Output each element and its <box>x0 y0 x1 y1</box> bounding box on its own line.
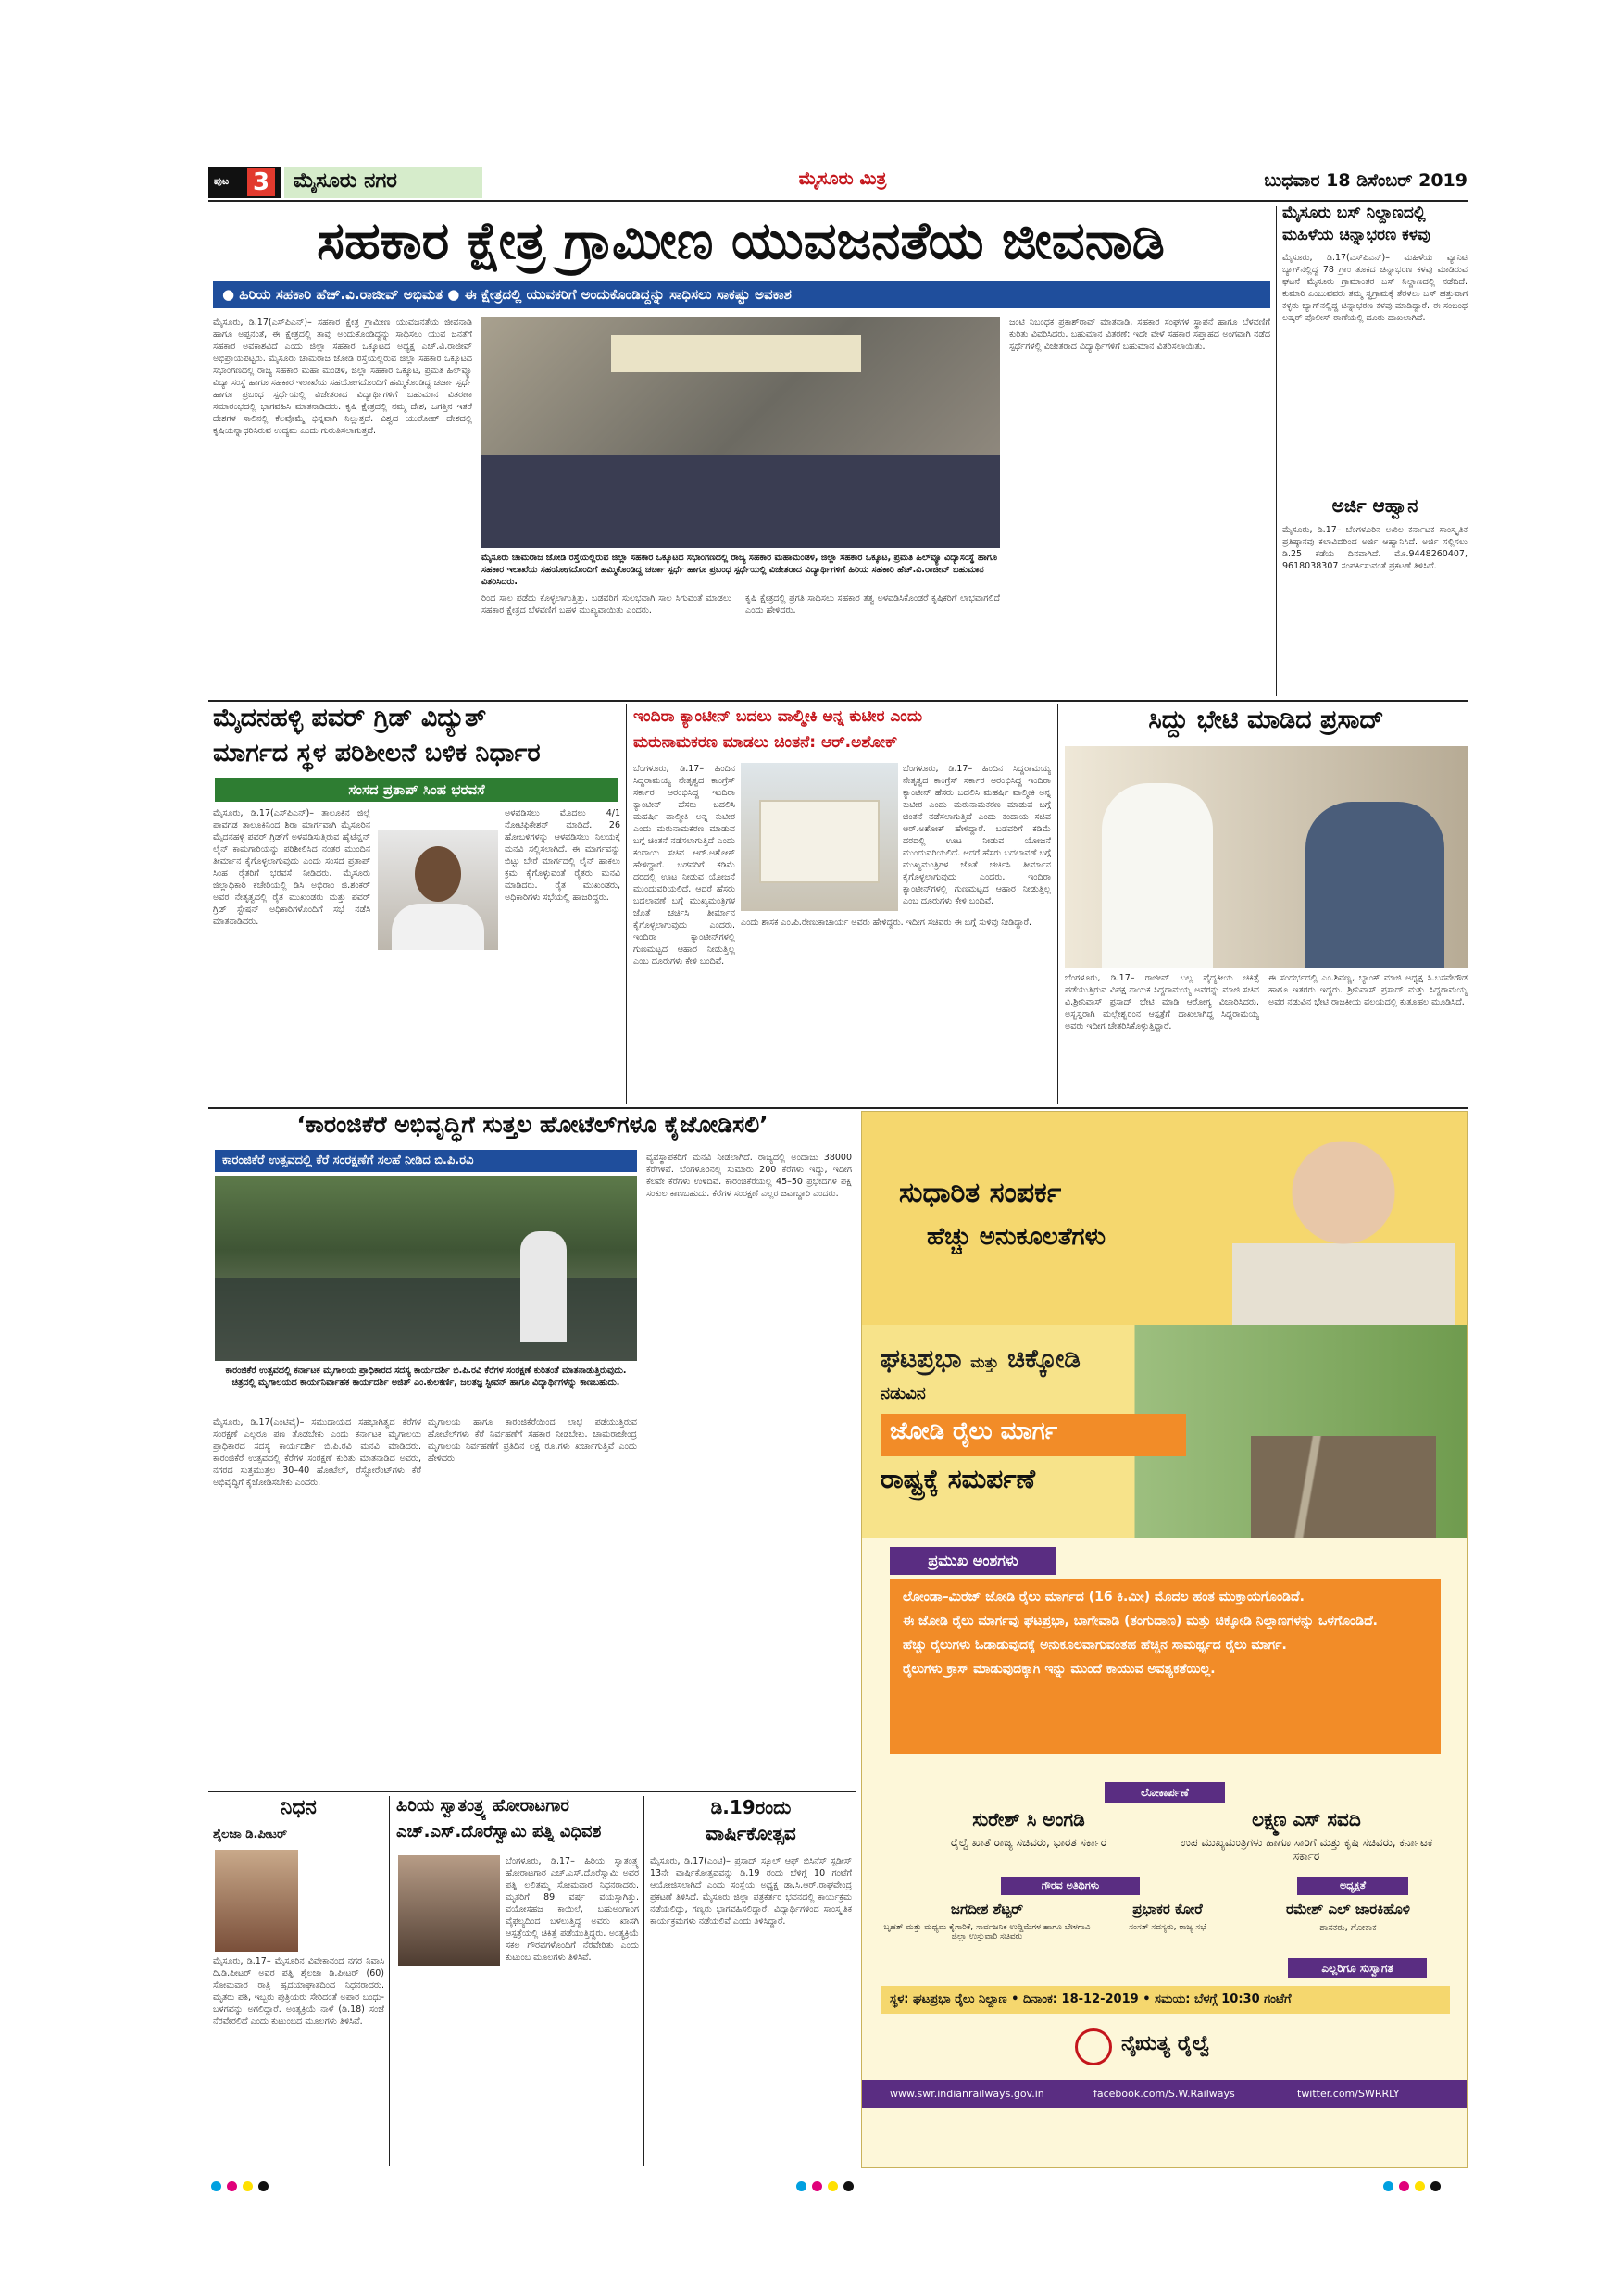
section-name: ಮೈಸೂರು ನಗರ <box>284 167 482 198</box>
yellow-dot-icon <box>828 2181 838 2191</box>
speaker <box>520 1231 567 1342</box>
canteen-body: ಬೆಂಗಳೂರು, ಡಿ.17– ಹಿಂದಿನ ಸಿದ್ದರಾಮಯ್ಯ ನೇತೃತ್ವದ ಕಾಂಗ್ರೆಸ್ ಸರ್ಕಾರ ಆರಂಭಿಸಿದ್ದ ಇಂದಿರಾ ಕ್ಯಾಂಟೀನ್ ಹೆಸರು ಬದಲಿಸಿ ಮಹರ್ಷಿ ವಾಲ್ಮೀಕಿ ಅನ್ನ ಕುಟೀರ ಎಂದು ಮರುನಾಮಕರಣ ಮಾಡುವ ಬಗ್ಗೆ ಚಿಂತನೆ ನಡೆಸಲಾಗುತ್ತಿದೆ ಎಂದು ಕಂದಾಯ ಸಚಿವ ಆರ್.ಅಶೋಕ್ ಹೇಳಿದ್ದಾರೆ. ಬಡವರಿಗೆ ಕಡಿಮೆ ದರದಲ್ಲಿ ಊಟ ನೀಡುವ ಯೋಜನೆ ಮುಂದುವರಿಯಲಿದೆ. ಆದರೆ ಹೆಸರು ಬದಲಾವಣೆ ಬಗ್ಗೆ ಮುಖ್ಯಮಂತ್ರಿಗಳ ಜೊತೆ ಚರ್ಚಿಸಿ ತೀರ್ಮಾನ ಕೈಗೊಳ್ಳಲಾಗುವುದು ಎಂದರು. ಇಂದಿರಾ ಕ್ಯಾಂಟೀನ್‌ಗಳಲ್ಲಿ ಗುಣಮಟ್ಟದ ಆಹಾರ ನೀಡುತ್ತಿಲ್ಲ ಎಂಬ ದೂರುಗಳು ಕೇಳಿ ಬಂದಿವೆ. <box>633 764 735 967</box>
ad-facebook[interactable]: facebook.com/S.W.Railways <box>1093 2088 1235 2100</box>
annual-body: ಮೈಸೂರು, ಡಿ.17(ಎಂಟಿ)– ಪ್ರಸಾದ್ ಸ್ಕೂಲ್ ಆಫ್ ಬಿಸಿನೆಸ್ ಸ್ಟಡೀಸ್ 13ನೇ ವಾರ್ಷಿಕೋತ್ಸವವನ್ನು ಡಿ.19 ರಂದು ಬೆಳಿಗ್ಗೆ 10 ಗಂಟೆಗೆ ಆಯೋಜಿಸಲಾಗಿದೆ ಎಂದು ಸಂಸ್ಥೆಯ ಅಧ್ಯಕ್ಷ ಡಾ.ಸಿ.ಆರ್.ರಾಘವೇಂದ್ರ ಪ್ರಕಟಣೆ ತಿಳಿಸಿದೆ. ಮೈಸೂರು ಜಿಲ್ಲಾ ಪತ್ರಕರ್ತರ ಭವನದಲ್ಲಿ ಕಾರ್ಯಕ್ರಮ ನಡೆಯಲಿದ್ದು, ಗಣ್ಯರು ಭಾಗವಹಿಸಲಿದ್ದಾರೆ. ವಿದ್ಯಾರ್ಥಿಗಳಿಂದ ಸಾಂಸ್ಕೃತಿಕ ಕಾರ್ಯಕ್ರಮಗಳು ನಡೆಯಲಿವೆ ಎಂದು ತಿಳಿಸಿದ್ದಾರೆ. <box>650 1856 852 1927</box>
ad-highlights-box <box>890 1578 1441 1754</box>
karanji-kicker: ಕಾರಂಜಿಕೆರೆ ಉತ್ಸವದಲ್ಲಿ ಕೆರೆ ಸಂರಕ್ಷಣೆಗೆ ಸಲಹೆ ನೀಡಿದ ಬಿ.ಪಿ.ರವಿ <box>215 1150 637 1172</box>
canteen-body-continued: ಎಂದು ಶಾಸಕ ಎಂ.ಪಿ.ರೇಣುಕಾಚಾರ್ಯ ಅವರು ಹೇಳಿದ್ದರು. ಇದೀಗ ಸಚಿವರು ಈ ಬಗ್ಗೆ ಸುಳಿವು ನೀಡಿದ್ದಾರೆ. <box>741 917 1032 928</box>
lead-column-2: ರಿಂದ ಸಾಲ ಪಡೆದು ಕೊಳ್ಳಲಾಗುತ್ತಿತ್ತು. ಬಡವರಿಗೆ ಸುಲಭವಾಗಿ ಸಾಲ ಸಿಗುವಂತೆ ಮಾಡಲು ಸಹಕಾರ ಕ್ಷೇತ್ರದ ಬೆಳವಣಿಗೆ ಬಹಳ ಮುಖ್ಯವಾಯಿತು ಎಂದರು. <box>481 593 731 616</box>
ad-dignitary-1-name: ಸುರೇಶ್ ಸಿ ಅಂಗಡಿ <box>972 1808 1085 1830</box>
lead-banner: ● ಹಿರಿಯ ಸಹಕಾರಿ ಹೆಚ್.ವಿ.ರಾಜೀವ್ ಅಭಿಮತ ● ಈ ಕ್ಷೇತ್ರದಲ್ಲಿ ಯುವಕರಿಗೆ ಅಂದುಕೊಂಡಿದ್ದನ್ನು ಸಾಧಿಸಲು ಸಾಕಷ್ಟು ಅವಕಾಶ <box>213 281 1270 308</box>
obit-title: ನಿಧನ <box>281 1796 317 1819</box>
annual-rule <box>643 1796 644 2166</box>
yellow-dot-icon <box>1415 2181 1425 2191</box>
ad-route-to: ಚಿಕ್ಕೋಡಿ <box>1007 1343 1081 1374</box>
magenta-dot-icon <box>1399 2181 1409 2191</box>
freedom-headline-1: ಹಿರಿಯ ಸ್ವಾತಂತ್ರ್ಯ ಹೋರಾಟಗಾರ <box>396 1796 569 1816</box>
siddu-column-1: ಬೆಂಗಳೂರು, ಡಿ.17– ರಾಜೀವ್ ಬಲ್ಲ ವೈದ್ಯಕೀಯ ಚಿಕಿತ್ಸೆ ಪಡೆಯುತ್ತಿರುವ ವಿಪಕ್ಷ ನಾಯಕ ಸಿದ್ದರಾಮಯ್ಯ ಅವರನ್ನು ಮಾಜಿ ಸಚಿವ ವಿ.ಶ್ರೀನಿವಾಸ್ ಪ್ರಸಾದ್ ಭೇಟಿ ಮಾಡಿ ಆರೋಗ್ಯ ವಿಚಾರಿಸಿದರು. ಅಸ್ವಸ್ಥರಾಗಿ ಮಲ್ಲೇಶ್ವರಂನ ಆಸ್ಪತ್ರೆಗೆ ದಾಖಲಾಗಿದ್ದ ಸಿದ್ದರಾಮಯ್ಯ ಅವರು ಇದೀಗ ಚೇತರಿಸಿಕೊಳ್ಳುತ್ತಿದ್ದಾರೆ. <box>1065 973 1259 1031</box>
lead-column-3: ಕೃಷಿ ಕ್ಷೇತ್ರದಲ್ಲಿ ಪ್ರಗತಿ ಸಾಧಿಸಲು ಸಹಕಾರ ತತ್ವ ಅಳವಡಿಸಿಕೊಂಡರೆ ಕೃಷಿಕರಿಗೆ ಲಾಭವಾಗಲಿದೆ ಎಂದು ಹೇಳಿದರು. <box>745 593 1000 616</box>
ad-headline-box <box>862 1325 1468 1538</box>
figure-right <box>1305 802 1444 968</box>
ad-chair-title: ಶಾಸಕರು, ಗೋಕಾಕ <box>1319 1923 1377 1933</box>
photo-table <box>481 455 1000 548</box>
ad-guest-2-name: ಪ್ರಭಾಕರ ಕೋರೆ <box>1132 1901 1203 1917</box>
annual-headline-1: ಡಿ.19ರಂದು <box>710 1796 792 1818</box>
siddu-photo <box>1065 746 1468 968</box>
photo-banner <box>611 335 861 372</box>
ad-highlight-item: ರೈಲುಗಳು ಕ್ರಾಸ್ ಮಾಡುವುದಕ್ಕಾಗಿ ಇನ್ನು ಮುಂದೆ ಕಾಯುವ ಅವಶ್ಯಕತೆಯಿಲ್ಲ. <box>903 1662 1216 1677</box>
portrait-shirt <box>392 904 484 950</box>
lead-column-1: ಮೈಸೂರು, ಡಿ.17(ಎಸ್‌ಪಿಎನ್)– ಸಹಕಾರ ಕ್ಷೇತ್ರ ಗ್ರಾಮೀಣ ಯುವಜನತೆಯ ಜೀವನಾಡಿ ಹಾಗೂ ಅಪ್ಪನಂತೆ, ಈ ಕ್ಷೇತ್ರದಲ್ಲಿ ತಾವು ಅಂದುಕೊಂಡಿದ್ದನ್ನು ಸಾಧಿಸಲು ಯುವ ಜನತೆಗೆ ಸಹಕಾರ ಅವಕಾಶವಿದೆ ಎಂದು ಜಿಲ್ಲಾ ಸಹಕಾರ ಒಕ್ಕೂಟದ ಅಧ್ಯಕ್ಷ ಎಚ್.ವಿ.ರಾಜೀವ್ ಅಭಿಪ್ರಾಯಪಟ್ಟರು. ಮೈಸೂರು ಚಾಮರಾಜ ಜೋಡಿ ರಸ್ತೆಯಲ್ಲಿರುವ ಜಿಲ್ಲಾ ಸಹಕಾರ ಒಕ್ಕೂಟದ ಸಭಾಂಗಣದಲ್ಲಿ ರಾಜ್ಯ ಸಹಕಾರ ಮಹಾ ಮಂಡಳ, ಜಿಲ್ಲಾ ಸಹಕಾರ ಒಕ್ಕೂಟ, ಪ್ರಮತಿ ಹಿಲ್‌ವ್ಯೂ ವಿದ್ಯಾ ಸಂಸ್ಥೆ ಹಾಗೂ ಸಹಕಾರ ಇಲಾಖೆಯ ಸಹಯೋಗದೊಂದಿಗೆ ಹಮ್ಮಿಕೊಂಡಿದ್ದ ಚರ್ಚಾ ಸ್ಪರ್ಧೆ ಹಾಗೂ ಪ್ರಬಂಧ ಸ್ಪರ್ಧೆಯಲ್ಲಿ ವಿಜೇತರಾದ ವಿದ್ಯಾರ್ಥಿಗಳಿಗೆ ಬಹುಮಾನ ವಿತರಣಾ ಸಮಾರಂಭದಲ್ಲಿ ಭಾಗವಹಿಸಿ ಮಾತನಾಡಿದರು. ಕೃಷಿ ಕ್ಷೇತ್ರದಲ್ಲಿ ನಮ್ಮ ದೇಶ, ಜಗತ್ತಿನ ಇತರೆ ದೇಶಗಳ ಸಾಲಿನಲ್ಲಿ ಕೆಲವೊಮ್ಮೆ ಭಿನ್ನವಾಗಿ ನಿಲ್ಲುತ್ತದೆ. ವಿಶ್ವದ ಯುರೋಪ್ ದೇಶದಲ್ಲಿ ಕೃಷಿಯನ್ನಾಧರಿಸಿರುವ ಉದ್ಯಮ ಎಂದು ಗುರುತಿಸಲಾಗುತ್ತದೆ. <box>213 318 472 436</box>
ad-guest-1-name: ಜಗದೀಶ ಶೆಟ್ಟರ್ <box>950 1901 1024 1917</box>
ad-double-line: ಜೋಡಿ ರೈಲು ಮಾರ್ಗ <box>881 1414 1186 1456</box>
ad-footer <box>862 2080 1468 2108</box>
obit-body: ಮೈಸೂರು, ಡಿ.17– ಮೈಸೂರಿನ ವಿವೇಕಾನಂದ ನಗರ ನಿವಾಸಿ ದಿ.ಡಿ.ಪೀಟರ್ ಅವರ ಪತ್ನಿ ಶೈಲಜಾ ಡಿ.ಪೀಟರ್ (60) ಸೋಮವಾರ ರಾತ್ರಿ ಹೃದಯಾಘಾತದಿಂದ ನಿಧನರಾದರು. ಮೃತರು ಪತಿ, ಇಬ್ಬರು ಪುತ್ರಿಯರು ಸೇರಿದಂತೆ ಅಪಾರ ಬಂಧು-ಬಳಗವನ್ನು ಅಗಲಿದ್ದಾರೆ. ಅಂತ್ಯಕ್ರಿಯೆ ನಾಳೆ (ಡಿ.18) ಸಂಜೆ ನೆರವೇರಲಿದೆ ಎಂದು ಕುಟುಂಬದ ಮೂಲಗಳು ತಿಳಿಸಿವೆ. <box>213 1956 384 2027</box>
header-rule <box>208 200 1468 202</box>
ad-chair-label: ಅಧ್ಯಕ್ಷತೆ <box>1297 1877 1408 1895</box>
ad-guests-label: ಗೌರವ ಅತಿಥಿಗಳು <box>1001 1877 1140 1895</box>
grid-column-1: ಮೈಸೂರು, ಡಿ.17(ಎಸ್‌ಪಿಎನ್)– ತಾಲೂಕಿನ ಜಿಲ್ಲೆ ಪಾವಗಡ ತಾಲೂಕಿನಿಂದ ಶಿರಾ ಮಾರ್ಗವಾಗಿ ಮೈಸೂರಿನ ಮೈದನಹಳ್ಳಿ ಪವರ್ ಗ್ರಿಡ್‌ಗೆ ಅಳವಡಿಸುತ್ತಿರುವ ಹೈಟೆನ್ಷನ್ ಲೈನ್ ಕಾಮಗಾರಿಯನ್ನು ಪರಿಶೀಲಿಸಿದ ನಂತರ ಮುಂದಿನ ತೀರ್ಮಾನ ಕೈಗೊಳ್ಳಲಾಗುವುದು ಎಂದು ಸಂಸದ ಪ್ರತಾಪ್ ಸಿಂಹ ರೈತರಿಗೆ ಭರವಸೆ ನೀಡಿದರು. ಮೈಸೂರು ಜಿಲ್ಲಾಧಿಕಾರಿ ಕಚೇರಿಯಲ್ಲಿ ಡಿಸಿ ಅಭಿರಾಂ ಜಿ.ಶಂಕರ್ ಅವರ ನೇತೃತ್ವದಲ್ಲಿ ರೈತ ಮುಖಂಡರು ಮತ್ತು ಪವರ್ ಗ್ರಿಡ್ ಸ್ಟೇಷನ್ ಅಧಿಕಾರಿಗಳೊಂದಿಗೆ ಸಭೆ ನಡೆಸಿ ಮಾತನಾಡಿದರು. <box>213 808 370 927</box>
audience <box>215 1278 637 1361</box>
ad-guest-2-title: ಸಂಸತ್ ಸದಸ್ಯರು, ರಾಜ್ಯ ಸಭೆ <box>1129 1923 1206 1932</box>
ad-highlights-title: ಪ್ರಮುಖ ಅಂಶಗಳು <box>890 1547 1056 1575</box>
canteen-rule <box>626 704 627 1104</box>
ad-highlight-item: ಹೆಚ್ಚು ರೈಲುಗಳು ಓಡಾಡುವುದಕ್ಕೆ ಅನುಕೂಲವಾಗುವಂತಹ ಹೆಚ್ಚಿನ ಸಾಮರ್ಥ್ಯದ ರೈಲು ಮಾರ್ಗ. <box>903 1638 1287 1653</box>
yellow-dot-icon <box>243 2181 253 2191</box>
ad-top-band <box>862 1112 1468 1325</box>
ad-route-line <box>881 1343 1214 1380</box>
ad-route-from: ಘಟಪ್ರಭಾ <box>881 1343 962 1374</box>
leader-portrait <box>1232 1121 1455 1325</box>
karanji-column-2: ಮೃಗಾಲಯ ಹಾಗೂ ಕಾರಂಜಿಕೆರೆಯಿಂದ ಲಾಭ ಪಡೆಯುತ್ತಿರುವ ಹೋಟೆಲ್‌ಗಳು ಕೆರೆ ನಿರ್ವಹಣೆಗೆ ಸಹಕಾರ ನೀಡಬೇಕು. ಚಾಮರಾಜೇಂದ್ರ ಮೃಗಾಲಯ ನಿರ್ವಹಣೆಗೆ ಪ್ರತಿದಿನ ಲಕ್ಷ ರೂ.ಗಳು ಖರ್ಚಾಗುತ್ತಿವೆ ಎಂದು ಹೇಳಿದರು. <box>428 1417 637 1464</box>
page-label: ಪುಟ <box>214 175 230 187</box>
grid-headline-1: ಮೈದನಹಳ್ಳಿ ಪವರ್ ಗ್ರಿಡ್ ವಿದ್ಯುತ್ <box>213 704 487 732</box>
ad-tagline-2: ಹೆಚ್ಚು ಅನುಕೂಲತೆಗಳು <box>927 1223 1106 1251</box>
lead-photo <box>481 317 1000 548</box>
masthead: ಮೈಸೂರು ಮಿತ್ರ <box>798 168 887 189</box>
railway-advertisement <box>861 1111 1468 2168</box>
freedom-headline-2: ಎಚ್.ಎಸ್.ದೊರೆಸ್ವಾಮಿ ಪತ್ನಿ ವಿಧಿವಶ <box>396 1822 602 1841</box>
figure-left <box>1102 783 1213 968</box>
black-dot-icon <box>1430 2181 1441 2191</box>
canteen-photo <box>741 763 898 911</box>
ad-highlight-item: ಲೋಂಡಾ–ಮಿರಜ್ ಜೋಡಿ ರೈಲು ಮಾರ್ಗದ (16 ಕಿ.ಮೀ) ಮೊದಲ ಹಂತ ಮುಕ್ತಾಯಗೊಂಡಿದೆ. <box>903 1590 1305 1604</box>
registration-dots-right <box>1383 2177 1476 2190</box>
cyan-dot-icon <box>796 2181 806 2191</box>
annual-headline-2: ವಾರ್ಷಿಕೋತ್ಸವ <box>706 1822 796 1844</box>
mp-portrait <box>378 830 498 950</box>
canteen-headline-1: ಇಂದಿರಾ ಕ್ಯಾಂಟೀನ್ ಬದಲು ವಾಲ್ಮೀಕಿ ಅನ್ನ ಕುಟೀರ ಎಂದು <box>633 707 923 726</box>
ad-tagline-1: ಸುಧಾರಿತ ಸಂಪರ್ಕ <box>899 1177 1062 1209</box>
registration-dots-center <box>796 2177 889 2190</box>
ad-dedication: ರಾಷ್ಟ್ರಕ್ಕೆ ಸಮರ್ಪಣೆ <box>881 1464 1036 1494</box>
theft-body: ಮೈಸೂರು, ಡಿ.17(ಎಸ್‌ಪಿಎನ್)– ಮಹಿಳೆಯ ವ್ಯಾನಿಟಿ ಬ್ಯಾಗ್‌ನಲ್ಲಿದ್ದ 78 ಗ್ರಾಂ ತೂಕದ ಚಿನ್ನಾಭರಣ ಕಳವು ಮಾಡಿರುವ ಘಟನೆ ಮೈಸೂರು ಗ್ರಾಮಾಂತರ ಬಸ್ ನಿಲ್ದಾಣದಲ್ಲಿ ನಡೆದಿದೆ. ಕುಮಾರಿ ಎಂಬುವವರು ತಮ್ಮ ಸ್ವಗ್ರಾಮಕ್ಕೆ ತೆರಳಲು ಬಸ್ ಹತ್ತುವಾಗ ಕಳ್ಳರು ಬ್ಯಾಗ್‌ನಲ್ಲಿದ್ದ ಚಿನ್ನಾಭರಣ ಕಳವು ಮಾಡಿದ್ದಾರೆ. ಈ ಸಂಬಂಧ ಲಷ್ಕರ್ ಪೊಲೀಸ್ ಠಾಣೆಯಲ್ಲಿ ದೂರು ದಾಖಲಾಗಿದೆ. <box>1282 253 1468 323</box>
ad-dignitary-2-name: ಲಕ್ಷ್ಮಣ ಎಸ್ ಸವದಿ <box>1252 1808 1361 1830</box>
ad-dignitary-1-title: ರೈಲ್ವೆ ಖಾತೆ ರಾಜ್ಯ ಸಚಿವರು, ಭಾರತ ಸರ್ಕಾರ <box>950 1836 1107 1849</box>
freedom-body: ಬೆಂಗಳೂರು, ಡಿ.17– ಹಿರಿಯ ಸ್ವಾತಂತ್ರ್ಯ ಹೋರಾಟಗಾರ ಎಚ್.ಎಸ್.ದೊರೆಸ್ವಾಮಿ ಅವರ ಪತ್ನಿ ಲಲಿತಮ್ಮ ಸೋಮವಾರ ನಿಧನರಾದರು. ಮೃತರಿಗೆ 89 ವರ್ಷ ವಯಸ್ಸಾಗಿತ್ತು. ವಯೋಸಹಜ ಕಾಯಿಲೆ, ಬಹುಅಂಗಾಂಗ ವೈಫಲ್ಯದಿಂದ ಬಳಲುತ್ತಿದ್ದ ಅವರು ಖಾಸಗಿ ಆಸ್ಪತ್ರೆಯಲ್ಲಿ ಚಿಕಿತ್ಸೆ ಪಡೆಯುತ್ತಿದ್ದರು. ಅಂತ್ಯಕ್ರಿಯೆ ಸಕಲ ಗೌರವಗಳೊಂದಿಗೆ ನೆರವೇರಿತು ಎಂದು ಕುಟುಂಬ ಮೂಲಗಳು ತಿಳಿಸಿವೆ. <box>506 1856 639 1963</box>
section-rule-1 <box>208 700 1468 702</box>
magenta-dot-icon <box>812 2181 822 2191</box>
karanji-column-1: ಮೈಸೂರು, ಡಿ.17(ಎಂಟಿವೈ)– ಸಮುದಾಯದ ಸಹಭಾಗಿತ್ವದ ಕೆರೆಗಳ ಸಂರಕ್ಷಣೆ ಎಲ್ಲರೂ ಪಣ ತೊಡಬೇಕು ಎಂದು ಕರ್ನಾಟಕ ಮೃಗಾಲಯ ಪ್ರಾಧಿಕಾರದ ಸದಸ್ಯ ಕಾರ್ಯದರ್ಶಿ ಬಿ.ಪಿ.ರವಿ ಮನವಿ ಮಾಡಿದರು. ಕಾರಂಜಿಕೆರೆ ಉತ್ಸವದಲ್ಲಿ ಕೆರೆಗಳ ಸಂರಕ್ಷಣೆ ಕುರಿತು ಮಾತನಾಡಿದ ಅವರು, ನಗರದ ಸುತ್ತಮುತ್ತಲ 30–40 ಹೋಟೆಲ್, ರೆಸ್ಟೋರೆಂಟ್‌ಗಳು ಕೆರೆ ಅಭಿವೃದ್ಧಿಗೆ ಕೈಜೋಡಿಸಬೇಕು ಎಂದರು. <box>213 1417 421 1488</box>
cyan-dot-icon <box>1383 2181 1393 2191</box>
siddu-column-2: ಈ ಸಂದರ್ಭದಲ್ಲಿ ಎಂ.ಶಿವಣ್ಣ, ಬ್ಯಾಂಕ್ ಮಾಜಿ ಅಧ್ಯಕ್ಷ ಸಿ.ಬಸವೇಗೌಡ ಹಾಗೂ ಇತರರು ಇದ್ದರು. ಶ್ರೀನಿವಾಸ್ ಪ್ರಸಾದ್ ಮತ್ತು ಸಿದ್ದರಾಮಯ್ಯ ಅವರ ನಡುವಿನ ಭೇಟಿ ರಾಜಕೀಯ ವಲಯದಲ್ಲಿ ಕುತೂಹಲ ಮೂಡಿಸಿದೆ. <box>1268 973 1468 1007</box>
grid-column-2: ಅಳವಡಿಸಲು ಮೊದಲು 4/1 ನೋಟಿಫಿಕೇಶನ್ ಮಾಡಿದೆ. 26 ಹೋಬಳಿಗಳನ್ನು ಆಳವಡಿಸಲು ನಿಲಯಕ್ಕೆ ಮನವಿ ಸಲ್ಲಿಸಲಾಗಿದೆ. ಈ ಮಾರ್ಗವನ್ನು ಬಿಟ್ಟು ಬೇರೆ ಮಾರ್ಗದಲ್ಲಿ ಲೈನ್ ಹಾಕಲು ಕ್ರಮ ಕೈಗೊಳ್ಳುವಂತೆ ರೈತರು ಮನವಿ ಮಾಡಿದರು. ರೈತ ಮುಖಂಡರು, ಅಧಿಕಾರಿಗಳು ಸಭೆಯಲ್ಲಿ ಹಾಜರಿದ್ದರು. <box>505 808 620 903</box>
grid-kicker: ಸಂಸದ ಪ್ರತಾಪ್ ಸಿಂಹ ಭರವಸೆ <box>215 778 618 802</box>
canteen-building <box>759 800 880 883</box>
ad-venue-bar: ಸ್ಥಳ: ಘಟಪ್ರಭಾ ರೈಲು ನಿಲ್ದಾಣ • ದಿನಾಂಕ: 18-12-2019 • ಸಮಯ: ಬೆಳಗ್ಗೆ 10:30 ಗಂಟೆಗೆ <box>881 1986 1450 2014</box>
ad-twitter[interactable]: twitter.com/SWRRLY <box>1297 2088 1400 2100</box>
railway-logo-icon <box>1075 2028 1112 2065</box>
theft-headline: ಮೈಸೂರು ಬಸ್ ನಿಲ್ದಾಣದಲ್ಲಿ ಮಹಿಳೆಯ ಚಿನ್ನಾಭರಣ ಕಳವು <box>1282 204 1430 244</box>
magenta-dot-icon <box>227 2181 237 2191</box>
siddu-rule <box>1057 704 1058 1104</box>
karanji-column-3: ವ್ಯವಸ್ಥಾಪಕರಿಗೆ ಮನವಿ ನೀಡಲಾಗಿದೆ. ರಾಜ್ಯದಲ್ಲಿ ಅಂದಾಜು 38000 ಕೆರೆಗಳಿವೆ. ಬೆಂಗಳೂರಿನಲ್ಲಿ ಸುಮಾರು 200 ಕೆರೆಗಳು ಇದ್ದು, ಇದೀಗ ಕೆಲವೇ ಕೆರೆಗಳು ಉಳಿದಿವೆ. ಕಾರಂಜಿಕೆರೆಯಲ್ಲಿ 45–50 ಪ್ರಭೇದಗಳ ಪಕ್ಷಿ ಸಂಕುಲ ಕಾಣಬಹುದು. ಕೆರೆಗಳ ಸಂರಕ್ಷಣೆ ಎಲ್ಲರ ಜವಾಬ್ದಾರಿ ಎಂದರು. <box>646 1153 852 1199</box>
canteen-headline-2: ಮರುನಾಮಕರಣ ಮಾಡಲು ಚಿಂತನೆ: ಆರ್.ಅಶೋಕ್ <box>633 733 898 752</box>
ad-chair-name: ರಮೇಶ್ ಎಲ್ ಜಾರಕಿಹೊಳಿ <box>1286 1901 1410 1917</box>
ad-route-and: ಮತ್ತು <box>970 1354 999 1371</box>
page-header <box>208 167 1468 200</box>
grid-headline-2: ಮಾರ್ಗದ ಸ್ಥಳ ಪರಿಶೀಲನೆ ಬಳಿಕ ನಿರ್ಧಾರ <box>213 739 541 767</box>
canteen-column-3: ಬೆಂಗಳೂರು, ಡಿ.17– ಹಿಂದಿನ ಸಿದ್ದರಾಮಯ್ಯ ನೇತೃತ್ವದ ಕಾಂಗ್ರೆಸ್ ಸರ್ಕಾರ ಆರಂಭಿಸಿದ್ದ ಇಂದಿರಾ ಕ್ಯಾಂಟೀನ್ ಹೆಸರು ಬದಲಿಸಿ ಮಹರ್ಷಿ ವಾಲ್ಮೀಕಿ ಅನ್ನ ಕುಟೀರ ಎಂದು ಮರುನಾಮಕರಣ ಮಾಡುವ ಬಗ್ಗೆ ಚಿಂತನೆ ನಡೆಸಲಾಗುತ್ತಿದೆ ಎಂದು ಕಂದಾಯ ಸಚಿವ ಆರ್.ಅಶೋಕ್ ಹೇಳಿದ್ದಾರೆ. ಬಡವರಿಗೆ ಕಡಿಮೆ ದರದಲ್ಲಿ ಊಟ ನೀಡುವ ಯೋಜನೆ ಮುಂದುವರಿಯಲಿದೆ. ಆದರೆ ಹೆಸರು ಬದಲಾವಣೆ ಬಗ್ಗೆ ಮುಖ್ಯಮಂತ್ರಿಗಳ ಜೊತೆ ಚರ್ಚಿಸಿ ತೀರ್ಮಾನ ಕೈಗೊಳ್ಳಲಾಗುವುದು ಎಂದರು. ಇಂದಿರಾ ಕ್ಯಾಂಟೀನ್‌ಗಳಲ್ಲಿ ಗುಣಮಟ್ಟದ ಆಹಾರ ನೀಡುತ್ತಿಲ್ಲ ಎಂಬ ದೂರುಗಳು ಕೇಳಿ ಬಂದಿವೆ. <box>903 764 1051 906</box>
notice-body: ಮೈಸೂರು, ಡಿ.17– ಬೆಂಗಳೂರಿನ ಅಖಿಲ ಕರ್ನಾಟಕ ಸಾಂಸ್ಕೃತಿಕ ಪ್ರತಿಷ್ಠಾನವು ಕಲಾವಿದರಿಂದ ಅರ್ಜಿ ಆಹ್ವಾನಿಸಿದೆ. ಅರ್ಜಿ ಸಲ್ಲಿಸಲು ಡಿ.25 ಕಡೆಯ ದಿನವಾಗಿದೆ. ಮೊ.9448260407, 9618038307 ಸಂಪರ್ಕಿಸುವಂತೆ ಪ್ರಕಟಣೆ ತಿಳಿಸಿದೆ. <box>1282 525 1468 571</box>
page-number-box <box>208 167 281 198</box>
ad-dignitary-2-title: ಉಪ ಮುಖ್ಯಮಂತ್ರಿಗಳು ಹಾಗೂ ಸಾರಿಗೆ ಮತ್ತು ಕೃಷಿ ಸಚಿವರು, ಕರ್ನಾಟಕ ಸರ್ಕಾರ <box>1180 1836 1433 1863</box>
portrait-head <box>415 846 461 902</box>
lead-photo-caption: ಮೈಸೂರು ಚಾಮರಾಜ ಜೋಡಿ ರಸ್ತೆಯಲ್ಲಿರುವ ಜಿಲ್ಲಾ ಸಹಕಾರ ಒಕ್ಕೂಟದ ಸಭಾಂಗಣದಲ್ಲಿ ರಾಜ್ಯ ಸಹಕಾರ ಮಹಾಮಂಡಳ, ಜಿಲ್ಲಾ ಸಹಕಾರ ಒಕ್ಕೂಟ, ಪ್ರಮತಿ ಹಿಲ್‌ವ್ಯೂ ವಿದ್ಯಾಸಂಸ್ಥೆ ಹಾಗೂ ಸಹಕಾರ ಇಲಾಖೆಯ ಸಹಯೋಗದೊಂದಿಗೆ ಹಮ್ಮಿಕೊಂಡಿದ್ದ ಚರ್ಚಾ ಸ್ಪರ್ಧೆ ಹಾಗೂ ಪ್ರಬಂಧ ಸ್ಪರ್ಧೆಯಲ್ಲಿ ವಿಜೇತರಾದ ವಿದ್ಯಾರ್ಥಿಗಳಿಗೆ ಹಿರಿಯ ಸಹಕಾರಿ ಹೆಚ್.ವಿ.ರಾಜೀವ್ ಬಹುಮಾನ ವಿತರಿಸಿದರು. <box>481 553 998 587</box>
black-dot-icon <box>258 2181 269 2191</box>
ad-inauguration-badge: ಲೋಕಾರ್ಪಣೆ <box>1105 1782 1225 1803</box>
black-dot-icon <box>843 2181 854 2191</box>
karanji-photo <box>215 1176 637 1361</box>
karanji-caption: ಕಾರಂಜಿಕೆರೆ ಉತ್ಸವದಲ್ಲಿ ಕರ್ನಾಟಕ ಮೃಗಾಲಯ ಪ್ರಾಧಿಕಾರದ ಸದಸ್ಯ ಕಾರ್ಯದರ್ಶಿ ಬಿ.ಪಿ.ರವಿ ಕೆರೆಗಳ ಸಂರಕ್ಷಣೆ ಕುರಿತಂತೆ ಮಾತನಾಡುತ್ತಿರುವುದು. ಚಿತ್ರದಲ್ಲಿ ಮೃಗಾಲಯದ ಕಾರ್ಯನಿರ್ವಾಹಕ ಕಾರ್ಯದರ್ಶಿ ಅಜಿತ್ ಎಂ.ಕುಲಕರ್ಣಿ, ಜಲತಜ್ಞ ಸ್ಟೀವನ್ ಹಾಗೂ ವಿದ್ಯಾರ್ಥಿಗಳನ್ನು ಕಾಣಬಹುದು. <box>225 1366 627 1388</box>
ad-guest-1-title: ಬೃಹತ್ ಮತ್ತು ಮಧ್ಯಮ ಕೈಗಾರಿಕೆ, ಸಾರ್ವಜನಿಕ ಉದ್ದಿಮೆಗಳ ಹಾಗೂ ಬೇಳಗಾವಿ ಜಿಲ್ಲಾ ಉಸ್ತುವಾರಿ ಸಚಿವರು <box>883 1923 1091 1941</box>
siddu-headline: ಸಿದ್ದು ಭೇಟಿ ಮಾಡಿದ ಪ್ರಸಾದ್ <box>1148 705 1384 734</box>
ad-website[interactable]: www.swr.indianrailways.gov.in <box>890 2088 1044 2100</box>
freedom-rule <box>389 1796 390 2166</box>
ad-railway-name: ನೈಋತ್ಯ ರೈಲ್ವೆ <box>1121 2032 1211 2055</box>
section-rule-2 <box>208 1107 1468 1109</box>
issue-date: ಬುಧವಾರ 18 ಡಿಸೆಂಬರ್ 2019 <box>1264 170 1468 191</box>
lead-headline: ಸಹಕಾರ ಕ್ಷೇತ್ರ ಗ್ರಾಮೀಣ ಯುವಜನತೆಯ ಜೀವನಾಡಿ <box>317 211 1165 271</box>
rail-track <box>1251 1436 1436 1538</box>
freedom-photo <box>398 1855 500 1966</box>
right-column-rule <box>1276 206 1277 696</box>
section-rule-3 <box>208 1791 856 1792</box>
registration-dots-left <box>211 2177 304 2190</box>
cyan-dot-icon <box>211 2181 221 2191</box>
ad-welcome: ಎಲ್ಲರಿಗೂ ಸುಸ್ವಾಗತ <box>1288 1958 1427 1978</box>
ad-highlight-item: ಈ ಜೋಡಿ ರೈಲು ಮಾರ್ಗವು ಘಟಪ್ರಭಾ, ಬಾಗೇವಾಡಿ (ತಂಗುದಾಣ) ಮತ್ತು ಚಿಕ್ಕೋಡಿ ನಿಲ್ದಾಣಗಳನ್ನು ಒಳಗೊಂಡಿದೆ. <box>903 1614 1379 1628</box>
obit-name: ಶೈಲಜಾ ಡಿ.ಪೀಟರ್ <box>213 1828 288 1841</box>
lead-column-4: ಜಂಟಿ ನಿಬಂಧಕ ಪ್ರಕಾಶ್‌ರಾವ್ ಮಾತನಾಡಿ, ಸಹಕಾರ ಸಂಘಗಳ ಸ್ಥಾಪನೆ ಹಾಗೂ ಬೆಳವಣಿಗೆ ಕುರಿತು ವಿವರಿಸಿದರು. ಬಹುಮಾನ ವಿತರಣೆ: ಇದೇ ವೇಳೆ ಸಹಕಾರ ಸಪ್ತಾಹದ ಅಂಗವಾಗಿ ನಡೆದ ಸ್ಪರ್ಧೆಗಳಲ್ಲಿ ವಿಜೇತರಾದ ವಿದ್ಯಾರ್ಥಿಗಳಿಗೆ ಬಹುಮಾನ ವಿತರಿಸಲಾಯಿತು. <box>1009 318 1270 352</box>
notice-title: ಅರ್ಜಿ ಆಹ್ವಾನ <box>1331 494 1418 517</box>
ad-route-between: ನಡುವಿನ <box>881 1384 926 1404</box>
page-number: 3 <box>247 168 275 196</box>
obit-photo <box>215 1850 298 1952</box>
karanji-headline: ‘ಕಾರಂಜಿಕೆರೆ ಅಭಿವೃದ್ಧಿಗೆ ಸುತ್ತಲ ಹೋಟೆಲ್‌ಗಳೂ ಕೈಜೋಡಿಸಲಿ’ <box>296 1111 768 1138</box>
